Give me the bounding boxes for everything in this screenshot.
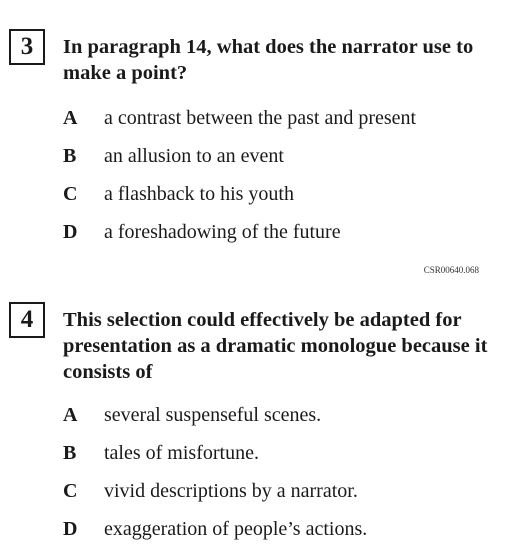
choice-letter: D: [63, 518, 78, 540]
choice-letter: D: [63, 221, 78, 243]
choice-text: a contrast between the past and present: [104, 107, 417, 129]
choice-text: a foreshadowing of the future: [104, 221, 341, 243]
choice-text: a flashback to his youth: [104, 183, 294, 205]
choice-text: tales of misfortune.: [104, 442, 259, 464]
choice-letter: C: [63, 183, 78, 205]
choice-text: vivid descriptions by a narrator.: [104, 480, 358, 502]
answer-choice-a[interactable]: [0, 105, 532, 131]
item-code: CSR00640.068: [423, 265, 479, 275]
question-number-box: 4: [9, 302, 45, 338]
choice-letter: A: [63, 404, 78, 426]
choice-letter: B: [63, 442, 77, 464]
answer-choice-a[interactable]: [0, 402, 532, 428]
choice-text: several suspenseful scenes.: [104, 404, 322, 426]
choice-text: exaggeration of people’s actions.: [104, 518, 368, 540]
question-number-box: 3: [9, 29, 45, 65]
answer-choice-b[interactable]: [0, 143, 532, 169]
choice-text: an allusion to an event: [104, 145, 284, 167]
answer-choice-b[interactable]: [0, 440, 532, 466]
answer-choice-c[interactable]: [0, 478, 532, 504]
answer-choice-d[interactable]: [0, 219, 532, 245]
choice-letter: C: [63, 480, 78, 502]
question-stem: In paragraph 14, what does the narrator use to make a point?: [63, 36, 474, 84]
choice-letter: A: [63, 107, 78, 129]
answer-choice-c[interactable]: [0, 181, 532, 207]
question-stem: This selection could effectively be adapted for presentation as a dramatic monologue because it consists of: [63, 309, 488, 383]
answer-choice-d[interactable]: [0, 516, 532, 542]
choice-letter: B: [63, 145, 77, 167]
